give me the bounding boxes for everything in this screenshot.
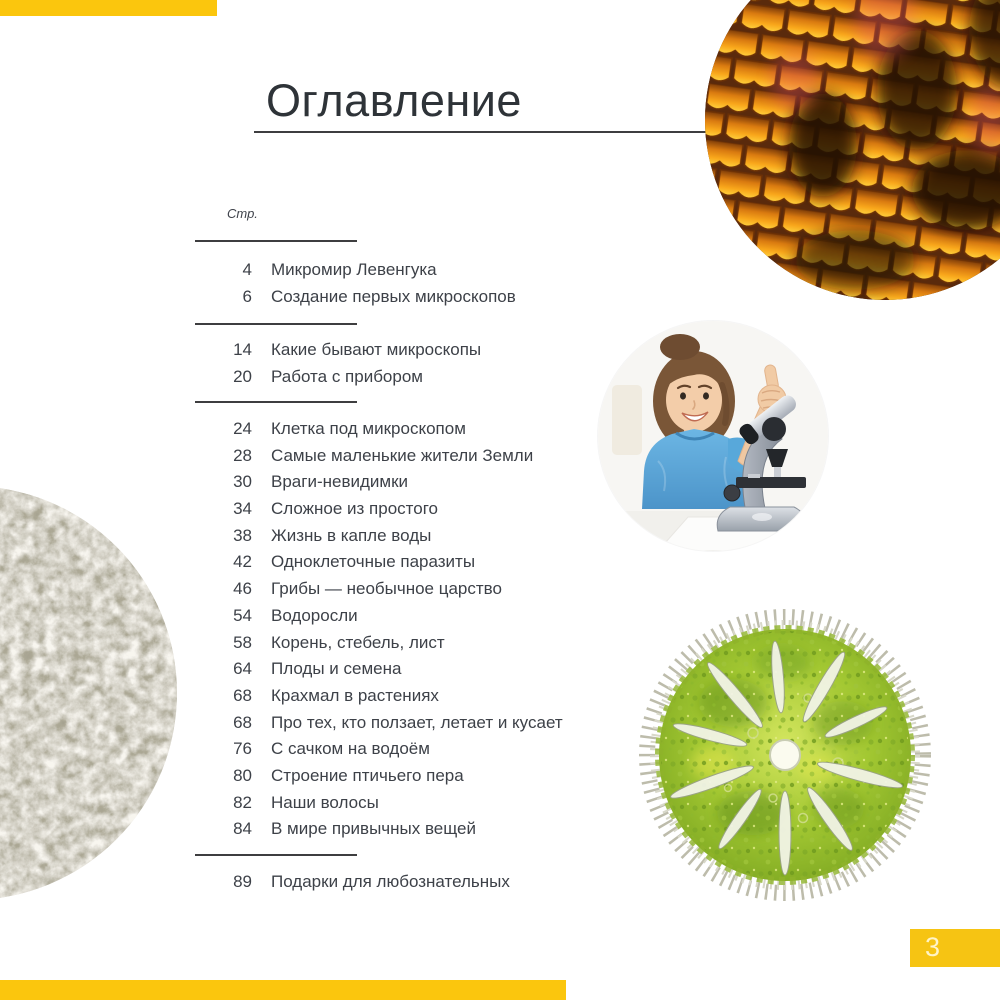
toc-row (195, 496, 635, 523)
toc-entry-title: Клетка под микроскопом (271, 419, 466, 438)
toc-group-observations (195, 416, 635, 843)
toc-row (195, 416, 635, 443)
toc-page-number: 28 (233, 445, 252, 465)
toc-row (195, 523, 635, 550)
page-number-badge (910, 929, 1000, 967)
toc-entry-title: Самые маленькие жители Земли (271, 445, 534, 465)
toc-row (195, 683, 635, 710)
section-divider (195, 401, 357, 403)
toc-page-number: 68 (233, 712, 252, 732)
fibrous-tissue-image (0, 486, 177, 900)
butterfly-wing-scales-image (705, 0, 1000, 300)
toc-row (195, 763, 635, 790)
toc-entry-title: Наши волосы (271, 792, 379, 812)
toc-entry-title: Грибы — необычное царство (271, 579, 502, 599)
toc-row (195, 656, 635, 683)
toc-row (195, 576, 635, 603)
toc-entry-title: Крахмал в растениях (271, 685, 439, 705)
toc-page-number: 24 (233, 419, 252, 438)
toc-row (195, 284, 635, 311)
toc-entry-title: Враги-невидимки (271, 472, 409, 492)
toc-page-number: 42 (233, 552, 252, 572)
toc-page-number: 76 (233, 739, 252, 759)
toc-row (195, 710, 635, 737)
toc-page-number: 6 (242, 286, 252, 306)
toc-entry-title: Работа с прибором (271, 366, 423, 386)
toc-page-number: 89 (233, 872, 252, 891)
page-title: Оглавление (266, 75, 522, 126)
toc-entry-title: С сачком на водоём (271, 739, 430, 759)
page-column-header: Стр. (227, 206, 258, 221)
toc-page-number: 14 (233, 340, 252, 359)
toc-entry-title: Корень, стебель, лист (271, 632, 445, 652)
toc-entry-title: Плоды и семена (271, 659, 402, 679)
toc-row (195, 549, 635, 576)
toc-page-number: 84 (233, 819, 252, 839)
toc-row (195, 364, 635, 391)
toc-row (195, 257, 635, 284)
toc-page-number: 34 (233, 499, 252, 519)
toc-entry-title: Одноклеточные паразиты (271, 552, 476, 572)
toc-entry-title: В мире привычных вещей (271, 819, 477, 839)
toc-entry-title: Создание первых микроскопов (271, 286, 516, 306)
toc-entry-title: Микромир Левенгука (271, 260, 437, 279)
toc-group-microscopes (195, 337, 635, 390)
green-algae-image (633, 603, 937, 907)
toc-page-number: 82 (233, 792, 252, 812)
toc-entry-title: Какие бывают микроскопы (271, 340, 482, 359)
toc-page-number: 38 (233, 525, 252, 545)
toc-group-intro (195, 257, 635, 310)
toc-entry-title: Подарки для любознательных (271, 872, 510, 891)
toc-row (195, 603, 635, 630)
toc-page-number: 46 (233, 579, 252, 599)
toc-group-extras (195, 869, 635, 896)
toc-row (195, 469, 635, 496)
column-header-rule (195, 240, 357, 242)
section-divider (195, 323, 357, 325)
toc-row (195, 443, 635, 470)
toc-row (195, 790, 635, 817)
toc-page-number: 54 (233, 605, 252, 625)
section-divider (195, 854, 357, 856)
toc-page-number: 64 (233, 659, 252, 679)
toc-entry-title: Водоросли (271, 605, 358, 625)
toc-row (195, 630, 635, 657)
toc-page-number: 68 (233, 685, 252, 705)
title-underline (254, 131, 707, 133)
toc-entry-title: Про тех, кто ползает, летает и кусает (271, 712, 563, 732)
toc-entry-title: Строение птичьего пера (271, 765, 464, 785)
toc-page-number: 30 (233, 472, 252, 492)
top-left-accent-bar (0, 0, 217, 16)
toc-page-number: 58 (233, 632, 252, 652)
toc-entry-title: Жизнь в капле воды (271, 525, 432, 545)
toc-row (195, 337, 635, 364)
toc-page-number: 20 (233, 366, 252, 386)
page-number: 3 (925, 932, 941, 962)
toc-row (195, 869, 635, 896)
toc-row (195, 816, 635, 843)
toc-page-number: 80 (233, 765, 252, 785)
bottom-left-accent-bar (0, 980, 566, 1000)
toc-page-number: 4 (242, 260, 252, 279)
toc-row (195, 736, 635, 763)
toc-entry-title: Сложное из простого (271, 499, 439, 519)
girl-with-microscope-image (598, 321, 828, 551)
